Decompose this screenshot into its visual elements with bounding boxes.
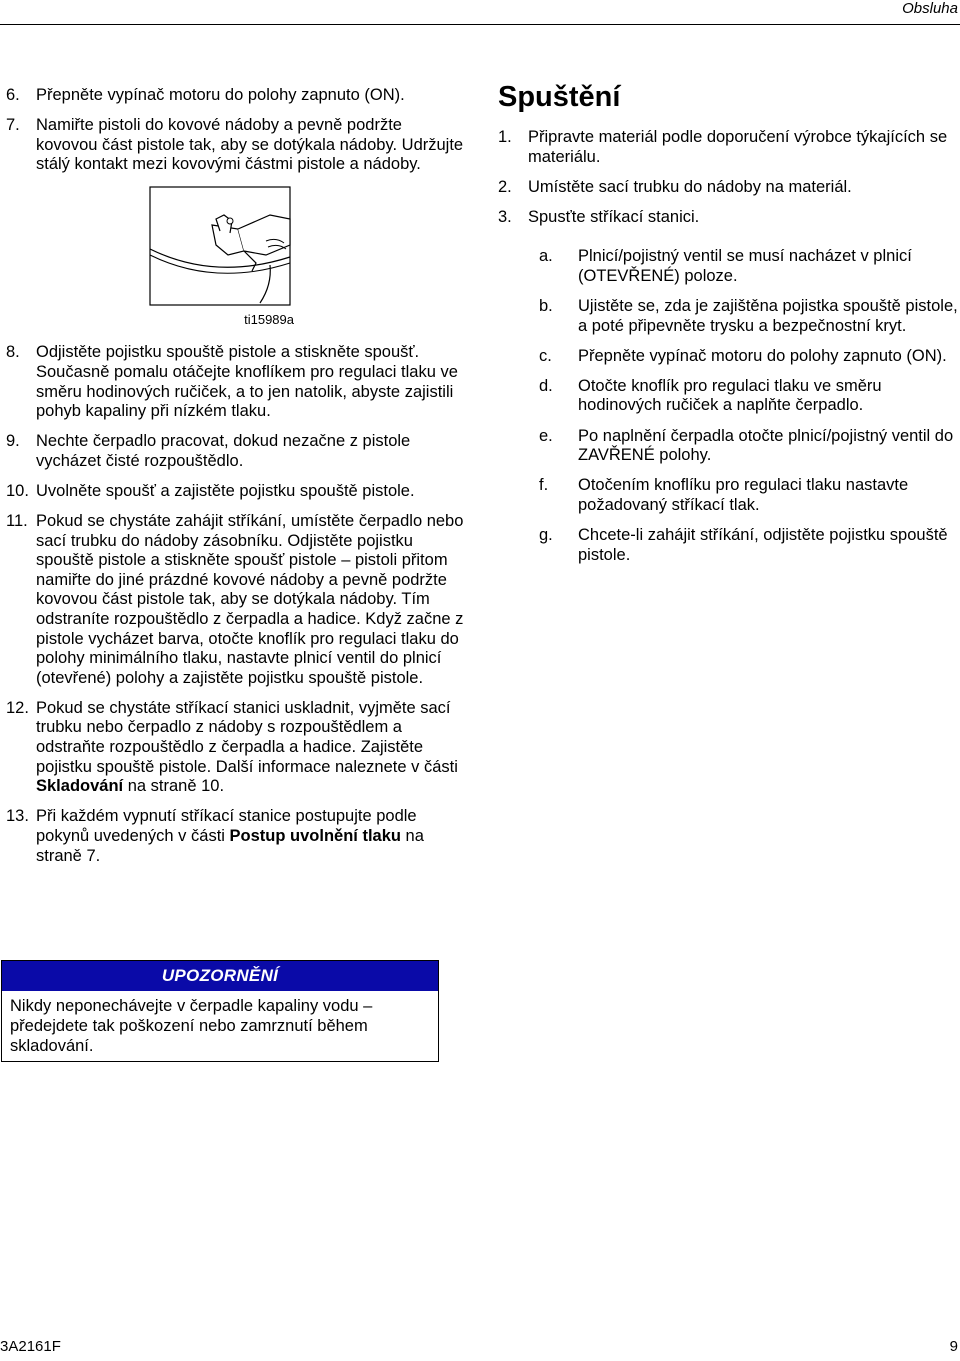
startup-step-2 (498, 178, 960, 198)
substep-letter: c. (539, 346, 552, 365)
storage-reference: Skladování (36, 777, 124, 796)
step-13 (6, 807, 464, 866)
step-number: 12. (6, 698, 29, 717)
step-number: 10. (6, 481, 29, 500)
step-text-tail: na straně 7. (36, 826, 424, 865)
substep-g (498, 526, 960, 565)
step-text: Odjistěte pojistku spouště pistole a stiskněte spoušť. Současně pomalu otáčejte knoflíkem pro regulaci tlaku ve směru hodinových ručiček, a to jen natolik, abyste zajistili pohyb kapaliny při nízkém tlaku. (36, 343, 458, 421)
step-text: Nechte čerpadlo pracovat, dokud nezačne z pistole vycházet čisté rozpouštědlo. (36, 432, 411, 470)
step-text: Připravte materiál podle doporučení výrobce týkajících se materiálu. (528, 128, 948, 166)
substep-letter: f. (539, 476, 549, 495)
pressure-relief-reference: Postup uvolnění tlaku (229, 826, 401, 845)
spray-gun-pail-illustration (120, 185, 294, 327)
figure-label: ti15989a (244, 312, 294, 328)
step-number: 11. (6, 512, 28, 531)
step-number: 8. (6, 343, 20, 362)
step-text: Namiřte pistoli do kovové nádoby a pevně podržte kovovou část pistole tak, aby se dotýkala nádoby. Udržujte stálý kontakt mezi kovovými částmi pistole a nádoby. (36, 116, 464, 174)
startup-step-1 (498, 128, 960, 167)
substep-text: Otočením knoflíku pro regulaci tlaku nastavte požadovaný stříkací tlak. (578, 476, 909, 514)
step-12 (6, 699, 464, 797)
substep-letter: g. (539, 525, 553, 544)
page-number: 9 (949, 1338, 958, 1355)
notice-box (1, 960, 439, 1062)
step-text: Uvolněte spoušť a zajistěte pojistku spouště pistole. (36, 481, 415, 500)
substep-b (498, 297, 960, 336)
step-9 (6, 432, 464, 471)
right-column (498, 80, 960, 576)
step-number: 13. (6, 807, 29, 826)
substep-f (498, 476, 960, 515)
step-text: Pokud se chystáte zahájit stříkání, umístěte čerpadlo nebo sací trubku do nádoby zásobníku. Odjistěte pojistku spouště pistole a stiskněte spoušť pistole – pistoli přitom namiřte do jiné prázdné kovové nádoby a pevně podržte kovovou část pistole tak, aby se dotýkala nádoby. Tím odstraníte rozpouštědlo z čerpadla a hadice. Když začne z pistole vycházet barva, otočte knoflík pro regulaci tlaku do polohy minimálního tlaku, nastavte plnicí ventil do plnicí (otevřené) polohy a zajistěte pojistku spouště pistole. (36, 512, 464, 687)
substep-text: Plnicí/pojistný ventil se musí nacházet v plnicí (OTEVŘENÉ) poloze. (578, 247, 912, 285)
substep-letter: b. (539, 297, 553, 316)
substep-e (498, 427, 960, 466)
step-text: Při každém vypnutí stříkací stanice postupujte podle pokynů uvedených v části (36, 807, 417, 845)
step-6 (6, 86, 464, 106)
step-number: 9. (6, 432, 20, 451)
step-text: Přepněte vypínač motoru do polohy zapnuto (ON). (36, 86, 405, 104)
step-text: Pokud se chystáte stříkací stanici uskladnit, vyjměte sací trubku nebo čerpadlo z nádoby s rozpouštědlem a odstraňte rozpouštědlo z čerpadla a hadice. Zajistěte pojistku spouště pistole. Další informace naleznete v části (36, 698, 458, 776)
substep-letter: a. (539, 247, 553, 266)
substep-c (498, 347, 960, 367)
step-number: 1. (498, 128, 512, 146)
substep-a (498, 247, 960, 286)
step-11 (6, 512, 464, 688)
step-text: Spusťte stříkací stanici. (528, 207, 700, 226)
step-7 (6, 116, 464, 175)
substep-letter: e. (539, 426, 553, 445)
step-number: 6. (6, 86, 20, 104)
substep-letter: d. (539, 376, 553, 395)
substep-text: Otočte knoflík pro regulaci tlaku ve směru hodinových ručiček a naplňte čerpadlo. (578, 376, 882, 415)
startup-step-3 (498, 208, 960, 228)
substep-d (498, 377, 960, 416)
step-text: Umístěte sací trubku do nádoby na materiál. (528, 177, 852, 196)
step-number: 3. (498, 207, 512, 226)
document-number: 3A2161F (0, 1338, 61, 1355)
notice-title: UPOZORNĚNÍ (2, 961, 438, 991)
running-header: Obsluha (902, 0, 958, 17)
section-title: Spuštění (498, 81, 621, 113)
substep-text: Po naplnění čerpadla otočte plnicí/pojistný ventil do ZAVŘENÉ polohy. (578, 426, 954, 465)
step-number: 7. (6, 116, 20, 135)
header-rule (0, 24, 960, 25)
step-text-tail: na straně 10. (123, 777, 225, 796)
step-10 (6, 482, 464, 502)
figure-gun-in-pail (120, 185, 294, 327)
notice-body: Nikdy neponechávejte v čerpadle kapaliny vodu – předejdete tak poškození nebo zamrznutí během skladování. (10, 997, 373, 1055)
left-column (6, 86, 464, 877)
step-8 (6, 343, 464, 421)
substep-text: Přepněte vypínač motoru do polohy zapnuto (ON). (578, 346, 947, 365)
substep-text: Chcete-li zahájit stříkání, odjistěte pojistku spouště pistole. (578, 525, 948, 564)
step-number: 2. (498, 177, 512, 196)
substep-text: Ujistěte se, zda je zajištěna pojistka spouště pistole, a poté připevněte trysku a bezpečnostní kryt. (578, 297, 958, 335)
